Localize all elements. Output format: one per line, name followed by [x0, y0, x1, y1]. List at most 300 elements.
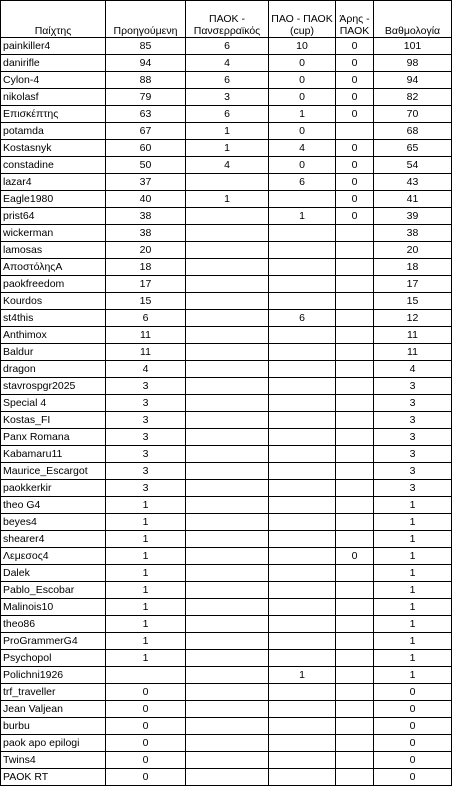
cell-total: 0: [374, 769, 452, 786]
cell-previous: 3: [106, 429, 186, 446]
table-row: [1, 344, 452, 361]
table-row: [1, 718, 452, 735]
cell-previous: 38: [106, 208, 186, 225]
cell-total: 3: [374, 463, 452, 480]
cell-player: theo G4: [1, 497, 106, 514]
cell-match-3: [336, 684, 374, 701]
cell-previous: 0: [106, 735, 186, 752]
cell-player: nikolasf: [1, 89, 106, 106]
cell-total: 3: [374, 429, 452, 446]
cell-total: 82: [374, 89, 452, 106]
cell-match-1: [186, 735, 269, 752]
table-row: [1, 480, 452, 497]
cell-previous: 0: [106, 769, 186, 786]
cell-player: Twins4: [1, 752, 106, 769]
cell-match-2: 0: [269, 157, 336, 174]
table-body: [1, 38, 452, 786]
cell-previous: 85: [106, 38, 186, 55]
cell-match-1: [186, 684, 269, 701]
cell-match-3: [336, 225, 374, 242]
cell-player: Panx Romana: [1, 429, 106, 446]
cell-total: 11: [374, 344, 452, 361]
cell-match-3: 0: [336, 208, 374, 225]
cell-match-2: [269, 463, 336, 480]
cell-match-2: [269, 344, 336, 361]
cell-previous: 0: [106, 701, 186, 718]
cell-previous: 3: [106, 446, 186, 463]
cell-match-3: [336, 242, 374, 259]
cell-player: Pablo_Escobar: [1, 582, 106, 599]
table-row: [1, 752, 452, 769]
table-row: [1, 412, 452, 429]
table-row: [1, 378, 452, 395]
cell-match-3: [336, 514, 374, 531]
cell-player: theo86: [1, 616, 106, 633]
cell-previous: 1: [106, 548, 186, 565]
cell-match-2: [269, 191, 336, 208]
cell-match-2: [269, 429, 336, 446]
cell-total: 1: [374, 514, 452, 531]
cell-previous: 63: [106, 106, 186, 123]
header-previous: Προηγούμενη: [106, 1, 186, 38]
cell-match-1: [186, 446, 269, 463]
cell-match-3: 0: [336, 55, 374, 72]
table-row: [1, 55, 452, 72]
cell-previous: 79: [106, 89, 186, 106]
cell-total: 94: [374, 72, 452, 89]
cell-total: 3: [374, 395, 452, 412]
cell-match-1: [186, 174, 269, 191]
cell-previous: 1: [106, 565, 186, 582]
cell-match-1: 6: [186, 106, 269, 123]
cell-match-1: 3: [186, 89, 269, 106]
table-row: [1, 514, 452, 531]
cell-player: lazar4: [1, 174, 106, 191]
cell-player: Λεμεσος4: [1, 548, 106, 565]
cell-match-1: 4: [186, 157, 269, 174]
cell-match-1: [186, 225, 269, 242]
cell-player: wickerman: [1, 225, 106, 242]
cell-match-3: 0: [336, 140, 374, 157]
cell-player: stavrospgr2025: [1, 378, 106, 395]
header-match-1: ΠΑΟΚ - Πανσερραϊκός: [186, 1, 269, 38]
cell-previous: 0: [106, 752, 186, 769]
cell-match-1: 6: [186, 38, 269, 55]
cell-player: Kostas_FI: [1, 412, 106, 429]
cell-match-1: [186, 327, 269, 344]
cell-total: 1: [374, 650, 452, 667]
cell-total: 17: [374, 276, 452, 293]
cell-match-2: 1: [269, 106, 336, 123]
table-row: [1, 38, 452, 55]
cell-match-1: 4: [186, 55, 269, 72]
cell-match-1: [186, 242, 269, 259]
cell-match-2: 6: [269, 174, 336, 191]
cell-match-1: 1: [186, 140, 269, 157]
cell-player: Cylon-4: [1, 72, 106, 89]
cell-match-2: [269, 531, 336, 548]
cell-previous: 67: [106, 123, 186, 140]
cell-match-1: [186, 497, 269, 514]
cell-match-1: [186, 429, 269, 446]
cell-match-3: [336, 497, 374, 514]
cell-previous: 37: [106, 174, 186, 191]
cell-match-1: [186, 599, 269, 616]
cell-previous: 3: [106, 463, 186, 480]
cell-match-2: [269, 735, 336, 752]
cell-player: Jean Valjean: [1, 701, 106, 718]
cell-total: 70: [374, 106, 452, 123]
cell-previous: 3: [106, 480, 186, 497]
cell-player: Anthimox: [1, 327, 106, 344]
table-row: [1, 276, 452, 293]
cell-player: st4this: [1, 310, 106, 327]
cell-match-3: [336, 463, 374, 480]
cell-match-1: 6: [186, 72, 269, 89]
cell-previous: 4: [106, 361, 186, 378]
cell-previous: 60: [106, 140, 186, 157]
cell-player: paokkerkir: [1, 480, 106, 497]
cell-match-2: [269, 225, 336, 242]
cell-match-2: 0: [269, 55, 336, 72]
cell-match-1: [186, 276, 269, 293]
cell-match-2: [269, 293, 336, 310]
cell-player: Polichni1926: [1, 667, 106, 684]
cell-total: 3: [374, 378, 452, 395]
cell-match-2: 0: [269, 89, 336, 106]
cell-match-1: [186, 395, 269, 412]
cell-match-3: [336, 327, 374, 344]
cell-player: ProGrammerG4: [1, 633, 106, 650]
cell-match-2: 4: [269, 140, 336, 157]
cell-match-3: 0: [336, 89, 374, 106]
cell-previous: 1: [106, 633, 186, 650]
cell-match-2: [269, 480, 336, 497]
cell-match-3: [336, 412, 374, 429]
table-row: [1, 650, 452, 667]
header-total: Βαθμολογία: [374, 1, 452, 38]
cell-previous: 11: [106, 344, 186, 361]
cell-total: 39: [374, 208, 452, 225]
cell-previous: 94: [106, 55, 186, 72]
cell-total: 65: [374, 140, 452, 157]
table-row: [1, 633, 452, 650]
cell-match-1: [186, 514, 269, 531]
cell-match-2: [269, 412, 336, 429]
cell-previous: 1: [106, 582, 186, 599]
cell-previous: 1: [106, 599, 186, 616]
cell-match-1: [186, 344, 269, 361]
cell-player: Dalek: [1, 565, 106, 582]
cell-match-1: [186, 480, 269, 497]
cell-match-3: [336, 752, 374, 769]
cell-previous: 1: [106, 531, 186, 548]
cell-previous: 1: [106, 497, 186, 514]
cell-match-1: [186, 633, 269, 650]
table-row: [1, 565, 452, 582]
cell-match-3: [336, 310, 374, 327]
cell-previous: 1: [106, 514, 186, 531]
cell-total: 41: [374, 191, 452, 208]
cell-previous: 3: [106, 378, 186, 395]
cell-match-3: [336, 531, 374, 548]
table-row: [1, 191, 452, 208]
cell-previous: 17: [106, 276, 186, 293]
cell-match-1: [186, 650, 269, 667]
cell-match-2: [269, 718, 336, 735]
cell-match-3: [336, 582, 374, 599]
cell-player: Psychopol: [1, 650, 106, 667]
cell-player: prist64: [1, 208, 106, 225]
cell-player: paokfreedom: [1, 276, 106, 293]
cell-match-2: 1: [269, 667, 336, 684]
cell-player: Επισκέπτης: [1, 106, 106, 123]
table-row: [1, 106, 452, 123]
cell-total: 54: [374, 157, 452, 174]
cell-match-1: [186, 769, 269, 786]
cell-player: beyes4: [1, 514, 106, 531]
table-header: [1, 1, 452, 38]
cell-previous: 3: [106, 395, 186, 412]
table-row: [1, 242, 452, 259]
cell-match-1: 1: [186, 191, 269, 208]
table-row: [1, 548, 452, 565]
cell-match-3: 0: [336, 72, 374, 89]
cell-total: 1: [374, 497, 452, 514]
cell-total: 1: [374, 616, 452, 633]
cell-match-2: [269, 395, 336, 412]
cell-total: 1: [374, 582, 452, 599]
cell-total: 1: [374, 548, 452, 565]
cell-match-1: [186, 582, 269, 599]
cell-player: painkiller4: [1, 38, 106, 55]
cell-match-3: [336, 123, 374, 140]
cell-match-2: 0: [269, 123, 336, 140]
table-row: [1, 701, 452, 718]
cell-total: 1: [374, 565, 452, 582]
table-row: [1, 208, 452, 225]
cell-previous: 1: [106, 650, 186, 667]
cell-match-3: 0: [336, 548, 374, 565]
cell-match-1: [186, 463, 269, 480]
cell-player: ΑποστόληςΑ: [1, 259, 106, 276]
cell-match-2: [269, 242, 336, 259]
table-row: [1, 157, 452, 174]
cell-match-2: [269, 565, 336, 582]
cell-match-3: [336, 429, 374, 446]
cell-match-2: [269, 684, 336, 701]
cell-total: 12: [374, 310, 452, 327]
cell-total: 3: [374, 446, 452, 463]
cell-match-2: [269, 752, 336, 769]
cell-match-1: [186, 667, 269, 684]
cell-match-3: [336, 259, 374, 276]
table-row: [1, 140, 452, 157]
cell-match-1: [186, 752, 269, 769]
cell-match-1: [186, 361, 269, 378]
table-row: [1, 616, 452, 633]
table-row: [1, 225, 452, 242]
table-row: [1, 667, 452, 684]
cell-match-2: [269, 361, 336, 378]
cell-match-1: [186, 531, 269, 548]
cell-match-2: [269, 327, 336, 344]
cell-player: Malinois10: [1, 599, 106, 616]
cell-previous: 0: [106, 718, 186, 735]
cell-match-3: [336, 701, 374, 718]
cell-total: 4: [374, 361, 452, 378]
header-match-2: ΠΑΟ - ΠΑΟΚ (cup): [269, 1, 336, 38]
cell-match-3: [336, 599, 374, 616]
cell-player: lamosas: [1, 242, 106, 259]
cell-previous: 18: [106, 259, 186, 276]
cell-match-3: [336, 361, 374, 378]
table-row: [1, 463, 452, 480]
cell-player: PAOK RT: [1, 769, 106, 786]
cell-match-2: [269, 633, 336, 650]
cell-match-2: [269, 548, 336, 565]
cell-match-2: 1: [269, 208, 336, 225]
cell-total: 98: [374, 55, 452, 72]
table-row: [1, 89, 452, 106]
cell-match-3: [336, 395, 374, 412]
table-row: [1, 327, 452, 344]
cell-total: 15: [374, 293, 452, 310]
cell-total: 43: [374, 174, 452, 191]
cell-match-3: [336, 446, 374, 463]
header-match-3: Άρης - ΠΑΟΚ: [336, 1, 374, 38]
cell-match-3: 0: [336, 191, 374, 208]
cell-match-1: [186, 310, 269, 327]
cell-total: 38: [374, 225, 452, 242]
cell-total: 0: [374, 684, 452, 701]
cell-player: potamda: [1, 123, 106, 140]
cell-previous: 11: [106, 327, 186, 344]
cell-previous: 50: [106, 157, 186, 174]
cell-previous: [106, 667, 186, 684]
cell-match-2: [269, 701, 336, 718]
cell-player: paok apo epilogi: [1, 735, 106, 752]
cell-previous: 38: [106, 225, 186, 242]
cell-match-2: 0: [269, 72, 336, 89]
header-player: Παίχτης: [1, 1, 106, 38]
cell-match-2: [269, 276, 336, 293]
cell-player: burbu: [1, 718, 106, 735]
cell-match-3: [336, 293, 374, 310]
cell-match-3: [336, 378, 374, 395]
cell-previous: 20: [106, 242, 186, 259]
cell-match-1: [186, 616, 269, 633]
cell-match-3: [336, 735, 374, 752]
table-row: [1, 395, 452, 412]
table-row: [1, 429, 452, 446]
cell-previous: 40: [106, 191, 186, 208]
cell-total: 20: [374, 242, 452, 259]
cell-match-3: [336, 718, 374, 735]
cell-match-2: 6: [269, 310, 336, 327]
cell-total: 0: [374, 718, 452, 735]
header-row: [1, 1, 452, 38]
table-row: [1, 684, 452, 701]
cell-match-1: 1: [186, 123, 269, 140]
cell-player: Kostasnyk: [1, 140, 106, 157]
cell-match-3: [336, 769, 374, 786]
cell-match-2: [269, 259, 336, 276]
cell-match-3: 0: [336, 106, 374, 123]
cell-total: 1: [374, 633, 452, 650]
cell-match-2: 10: [269, 38, 336, 55]
table-row: [1, 599, 452, 616]
cell-total: 1: [374, 531, 452, 548]
table-row: [1, 531, 452, 548]
cell-match-3: [336, 565, 374, 582]
cell-total: 0: [374, 701, 452, 718]
cell-match-3: [336, 667, 374, 684]
cell-total: 3: [374, 412, 452, 429]
cell-player: Eagle1980: [1, 191, 106, 208]
cell-match-3: [336, 616, 374, 633]
cell-total: 3: [374, 480, 452, 497]
cell-previous: 6: [106, 310, 186, 327]
cell-match-2: [269, 497, 336, 514]
cell-match-1: [186, 718, 269, 735]
cell-match-1: [186, 701, 269, 718]
table-row: [1, 735, 452, 752]
cell-total: 0: [374, 752, 452, 769]
cell-match-3: [336, 650, 374, 667]
cell-player: Special 4: [1, 395, 106, 412]
table-row: [1, 310, 452, 327]
cell-total: 11: [374, 327, 452, 344]
table-row: [1, 72, 452, 89]
table-row: [1, 174, 452, 191]
cell-match-1: [186, 565, 269, 582]
cell-previous: 88: [106, 72, 186, 89]
cell-match-1: [186, 548, 269, 565]
cell-player: dragon: [1, 361, 106, 378]
cell-player: Kourdos: [1, 293, 106, 310]
cell-player: constadine: [1, 157, 106, 174]
cell-match-3: 0: [336, 174, 374, 191]
cell-match-1: [186, 259, 269, 276]
cell-player: shearer4: [1, 531, 106, 548]
cell-match-2: [269, 582, 336, 599]
cell-match-1: [186, 293, 269, 310]
cell-match-1: [186, 378, 269, 395]
cell-previous: 0: [106, 684, 186, 701]
cell-match-3: 0: [336, 38, 374, 55]
cell-match-3: [336, 344, 374, 361]
cell-previous: 15: [106, 293, 186, 310]
cell-player: trf_traveller: [1, 684, 106, 701]
cell-match-2: [269, 616, 336, 633]
table-row: [1, 497, 452, 514]
cell-match-2: [269, 378, 336, 395]
cell-match-2: [269, 769, 336, 786]
table-row: [1, 769, 452, 786]
cell-total: 18: [374, 259, 452, 276]
cell-match-1: [186, 208, 269, 225]
table-row: [1, 446, 452, 463]
cell-total: 1: [374, 667, 452, 684]
cell-total: 101: [374, 38, 452, 55]
table-row: [1, 259, 452, 276]
cell-previous: 3: [106, 412, 186, 429]
cell-previous: 1: [106, 616, 186, 633]
cell-match-2: [269, 650, 336, 667]
cell-match-3: 0: [336, 157, 374, 174]
table-row: [1, 293, 452, 310]
